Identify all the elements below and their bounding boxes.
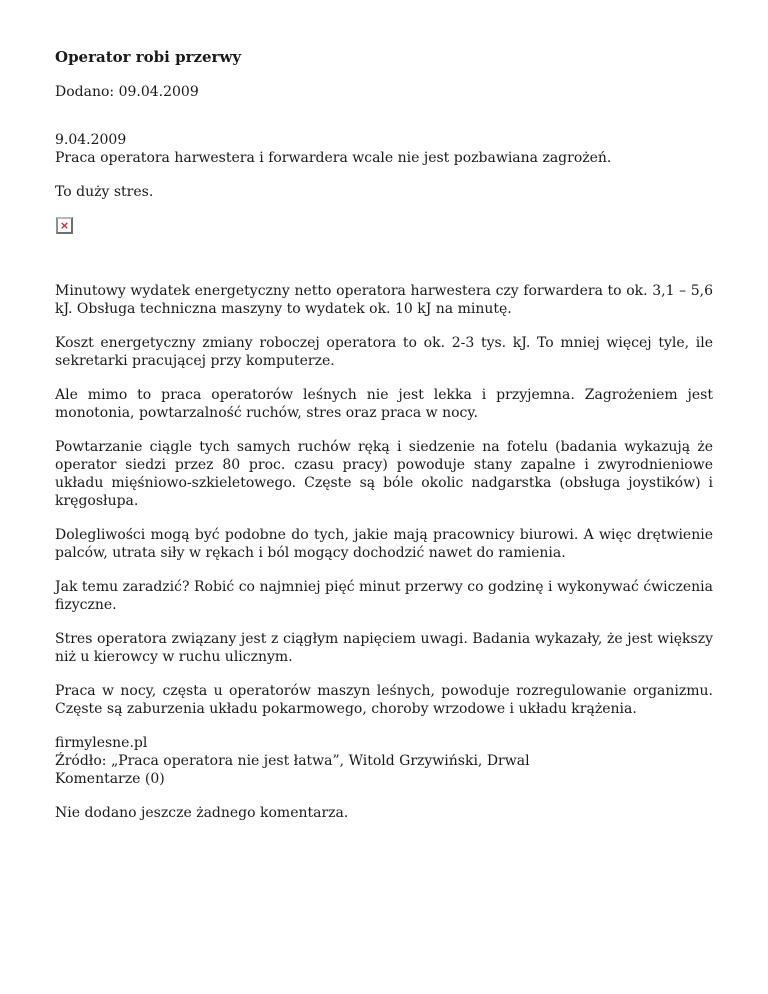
comments-count: Komentarze (0) xyxy=(55,771,165,787)
added-date: Dodano: 09.04.2009 xyxy=(55,84,199,100)
intro-block xyxy=(55,131,713,167)
paragraph-ailments: Dolegliwości mogą być podobne do tych, jakie mają pracownicy biurowi. A więc drętwienie palców, utrata siły w rękach i ból mogący dochodzić nawet do ramienia. xyxy=(55,527,713,561)
paragraph-repetition: Powtarzanie ciągle tych samych ruchów ręką i siedzenie na fotelu (badania wykazują że operator siedzi przez 80 proc. czasu pracy) powoduje stany zapalne i zwyrodnieniowe układu mięśniowo-szkieletowego. Częste są bóle okolic nadgarstka (obsługa joystików) i kręgosłupa. xyxy=(55,439,713,509)
source-block xyxy=(55,734,713,788)
site-name: firmylesne.pl xyxy=(55,735,148,751)
paragraph-remedy: Jak temu zaradzić? Robić co najmniej pięć minut przerwy co godzinę i wykonywać ćwiczenia fizyczne. xyxy=(55,579,713,613)
broken-image-icon xyxy=(56,217,73,234)
broken-image-x-glyph: × xyxy=(59,218,70,232)
paragraph-energy-expenditure: Minutowy wydatek energetyczny netto operatora harwestera czy forwardera to ok. 3,1 – 5,6 kJ. Obsługa techniczna maszyny to wydatek ok. 10 kJ na minutę. xyxy=(55,283,713,317)
page-title: Operator robi przerwy xyxy=(55,48,242,66)
intro-lead: Praca operatora harwestera i forwardera wcale nie jest pozbawiana zagrożeń. xyxy=(55,150,612,166)
paragraph-hazards: Ale mimo to praca operatorów leśnych nie jest lekka i przyjemna. Zagrożeniem jest monotonia, powtarzalność ruchów, stres oraz praca w nocy. xyxy=(55,387,713,421)
stress-note: To duży stres. xyxy=(55,184,154,200)
paragraph-energy-cost: Koszt energetyczny zmiany roboczej operatora to ok. 2-3 tys. kJ. To mniej więcej tyle, ile sekretarki pracującej przy komputerze. xyxy=(55,335,713,369)
paragraph-night-work: Praca w nocy, częsta u operatorów maszyn leśnych, powoduje rozregulowanie organizmu. Częste są zaburzenia układu pokarmowego, choroby wrzodowe i układu krążenia. xyxy=(55,683,713,717)
paragraph-stress: Stres operatora związany jest z ciągłym napięciem uwagi. Badania wykazały, że jest większy niż u kierowcy w ruchu ulicznym. xyxy=(55,631,713,665)
intro-date: 9.04.2009 xyxy=(55,132,127,148)
source-line: Źródło: „Praca operatora nie jest łatwa”, Witold Grzywiński, Drwal xyxy=(55,753,530,769)
no-comments-note: Nie dodano jeszcze żadnego komentarza. xyxy=(55,805,349,821)
